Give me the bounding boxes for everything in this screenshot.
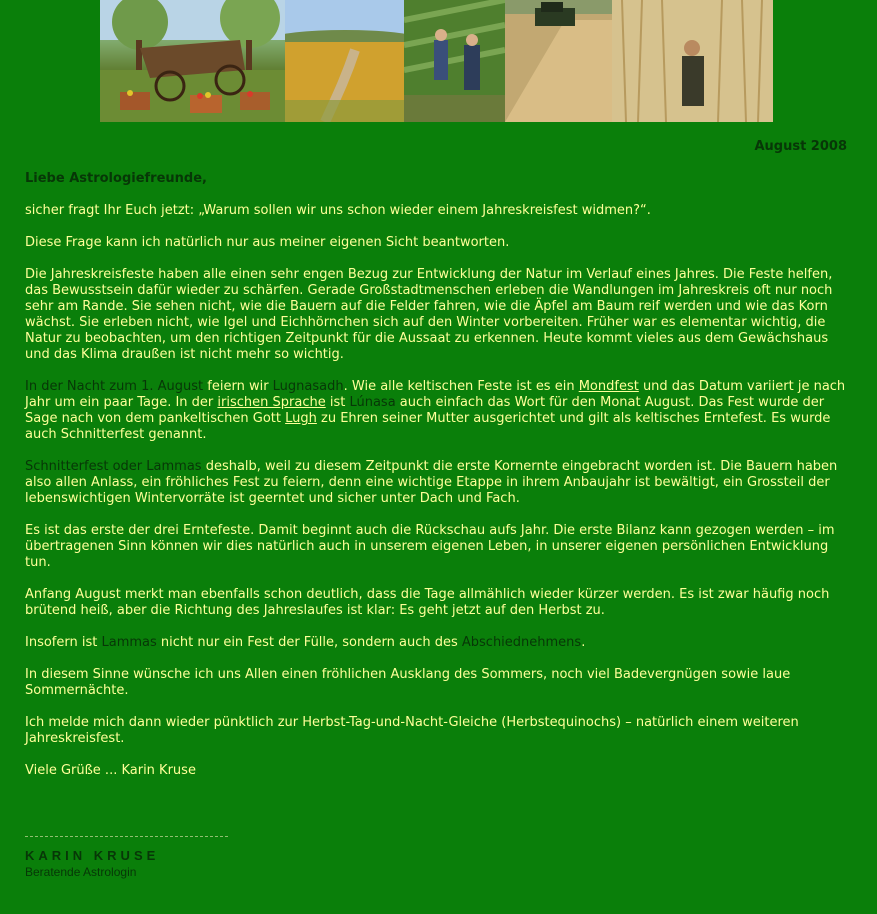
grain-field-painting [285,0,404,122]
paragraph-nature: Die Jahreskreisfeste haben alle einen sehr engen Bezug zur Entwicklung der Natur im Verlauf eines Jahres. Die Feste helfen, das Bewusstsein dafür wieder zu schärfen. Gerade Großstadtmenschen erleben die Wandlungen im Jahreskreis oft nur noch sehr am Rande. Sie sehen nicht, wie die Bauern auf die Felder fahren, wie die Äpfel am Baum reif werden und wie das Korn wächst. Sie erleben nicht, wie Igel und Eichhörnchen sich auf den Winter vorbereiten. Früher war es elementar wichtig, die Natur zu beobachten, um den richtigen Zeitpunkt für die Aussaat zu erkennen. Heute kommt vieles aus dem Gewächshaus und das Klima draußen ist nicht mehr so wichtig. [25,267,833,362]
highlight-night: In der Nacht zum 1. August [25,379,204,394]
highlight-lammas: Lammas [101,635,157,650]
paragraph-lammas: Schnitterfest oder Lammas deshalb, weil zu diesem Zeitpunkt die erste Kornernte eingebracht worden ist. Die Bauern haben also allen Anlass, ein fröhliches Fest zu feiern, denn eine wichtige Etappe in ihrem Anbaujahr ist bewältigt, ein Grossteil der lebenswichtigen Wintervorräte ist geerntet und sicher unter Dach und Fach. [25,459,838,506]
highlight-lunasa: Lúnasa [349,395,396,410]
link-lugh[interactable]: Lugh [285,411,317,426]
signature-title: Beratende Astrologin [25,865,137,879]
paragraph-next: Ich melde mich dann wieder pünktlich zur Herbst-Tag-und-Nacht-Gleiche (Herbstequinochs) – natürlich einem weiteren Jahreskreisfest. [25,715,799,746]
paragraph-wishes: In diesem Sinne wünsche ich uns Allen einen fröhlichen Ausklang des Sommers, noch viel Badevergnügen sowie laue Sommernächte. [25,667,791,698]
issue-date: August 2008 [754,139,847,154]
paragraph-answer-intro: Diese Frage kann ich natürlich nur aus meiner eigenen Sicht beantworten. [25,235,510,250]
link-mondfest[interactable]: Mondfest [578,379,639,394]
paragraph-question: sicher fragt Ihr Euch jetzt: „Warum sollen wir uns schon wieder einem Jahreskreisfest widmen?“. [25,203,651,218]
greeting: Liebe Astrologiefreunde, [25,171,207,186]
header-banner [100,0,773,122]
combine-harvester-photo [505,0,612,122]
link-irische-sprache[interactable]: irischen Sprache [217,395,326,410]
highlight-lugnasadh: Lugnasadh [272,379,344,394]
paragraph-abschied: Insofern ist Lammas nicht nur ein Fest der Fülle, sondern auch des Abschiednehmens. [25,635,586,650]
highlight-schnitterfest: Schnitterfest oder Lammas [25,459,202,474]
signature-divider [25,836,228,837]
harvest-wagon-photo [100,0,285,122]
paragraph-lugnasadh: In der Nacht zum 1. August feiern wir Lugnasadh. Wie alle keltischen Feste ist es ein Mondfest und das Datum variiert je nach Jahr um ein paar Tage. In der irischen Sprache ist Lúnasa auch einfach das Wort für den Monat August. Das Fest wurde der Sage nach von dem pankeltischen Gott Lugh zu Ehren seiner Mutter ausgerichtet und gilt als keltisches Erntefest. Es wurde auch Schnitterfest genannt. [25,379,846,442]
closing: Viele Grüße ... Karin Kruse [25,763,196,778]
signature-name: KARIN KRUSE [25,848,160,863]
reed-harvest-photo [612,0,773,122]
highlight-abschiednehmens: Abschiednehmens [461,635,582,650]
paragraph-august: Anfang August merkt man ebenfalls schon deutlich, dass die Tage allmählich wieder kürzer werden. Es ist zwar häufig noch brütend heiß, aber die Richtung des Jahreslaufes ist klar: Es geht jetzt auf den Herbst zu. [25,587,830,618]
vineyard-harvest-photo [404,0,505,122]
newsletter-body [25,171,851,795]
paragraph-erntefeste: Es ist das erste der drei Erntefeste. Damit beginnt auch die Rückschau aufs Jahr. Die erste Bilanz kann gezogen werden – im übertragenen Sinn können wir dies natürlich auch in unserem eigenen Leben, in unserer eigenen persönlichen Entwicklung tun. [25,523,835,570]
